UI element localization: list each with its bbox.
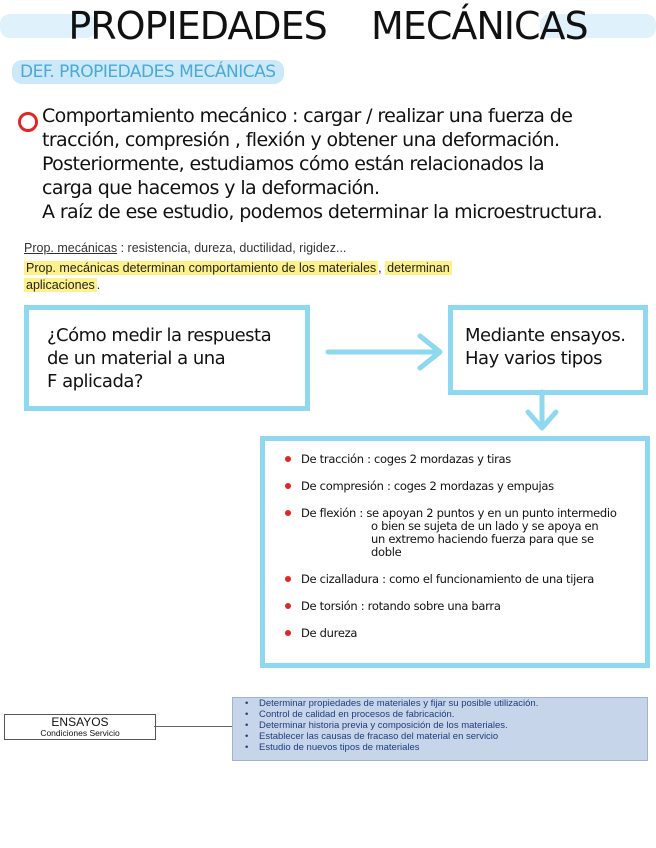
answer-line-1: Mediante ensayos. [465,325,626,346]
highlight-end: . [96,278,101,292]
test-desc: : como el funcionamiento de una tijera [382,572,595,586]
test-desc: : rotando sobre una barra [360,599,501,613]
ensayos-node [4,714,156,740]
test-desc-line-4: doble [371,545,402,559]
test-item-flexion [283,507,633,559]
definition-heading: DEF. PROPIEDADES MECÁNICAS [12,60,284,84]
list-item: • Estudio de nuevos tipos de materiales [259,742,647,753]
test-label: De compresión [301,479,384,493]
down-arrow-icon [528,392,556,428]
test-types-box [260,436,650,668]
test-label: De torsión [301,599,358,613]
properties-term: Prop. mecánicas [24,241,118,255]
connector-line [154,726,232,727]
title-word-1: PROPIEDADES [68,4,327,48]
title-word-2: MECÁNICAS [371,4,588,48]
test-item-torsion [283,600,633,613]
highlight-part-1: Prop. mecánicas determinan comportamiento de los materiales [26,261,377,275]
question-line-3: F aplicada? [47,371,143,392]
test-item-compresion [283,480,633,493]
list-item: • Determinar propiedades de materiales y fijar su posible utilización. [259,698,647,709]
test-label: De dureza [301,626,358,640]
ensayos-title: ENSAYOS [51,715,109,729]
answer-line-2: Hay varios tipos [465,348,603,369]
para-line-4: carga que hacemos y la deformación. [42,177,380,199]
test-desc: : se apoyan 2 puntos y en un punto intermedio [359,506,617,520]
para-line-3: Posteriormente, estudiamos cómo están relacionados la [42,153,545,175]
list-item: • Control de calidad en procesos de fabricación. [259,709,647,720]
test-item-traccion [283,453,633,466]
list-item: • Determinar historia previa y composición de los materiales. [259,720,647,731]
properties-values: : resistencia, dureza, ductilidad, rigidez... [120,241,347,255]
ensayos-purposes-list [233,698,647,753]
highlight-separator: , [378,261,382,275]
para-line-5: A raíz de ese estudio, podemos determinar la microestructura. [42,201,603,223]
para-line-2: tracción, compresión , flexión y obtener una deformación. [42,129,560,151]
test-label: De tracción [301,452,364,466]
para-line-1: Comportamiento mecánico : cargar / realizar una fuerza de [42,105,573,127]
test-label: De flexión [301,506,357,520]
ensayos-purposes-box [232,697,648,761]
test-desc-line-2: o bien se sujeta de un lado y se apoya en [371,519,599,533]
test-desc: : coges 2 mordazas y empujas [386,479,554,493]
list-item: • Establecer las causas de fracaso del material en servicio [259,731,647,742]
test-item-cizalladura [283,573,633,586]
question-line-2: de un material a una [47,348,226,369]
test-desc: : coges 2 mordazas y tiras [367,452,511,466]
test-label: De cizalladura [301,572,379,586]
ensayos-subtitle: Condiciones Servicio [40,728,120,738]
right-arrow-icon [328,336,440,368]
test-desc-line-3: un extremo haciendo fuerza para que se [371,532,594,546]
highlight-part-3: aplicaciones [26,278,95,292]
question-line-1: ¿Cómo medir la respuesta [47,325,272,346]
test-types-list [283,453,633,654]
highlight-part-2: determinan [387,261,450,275]
test-item-dureza [283,627,633,640]
